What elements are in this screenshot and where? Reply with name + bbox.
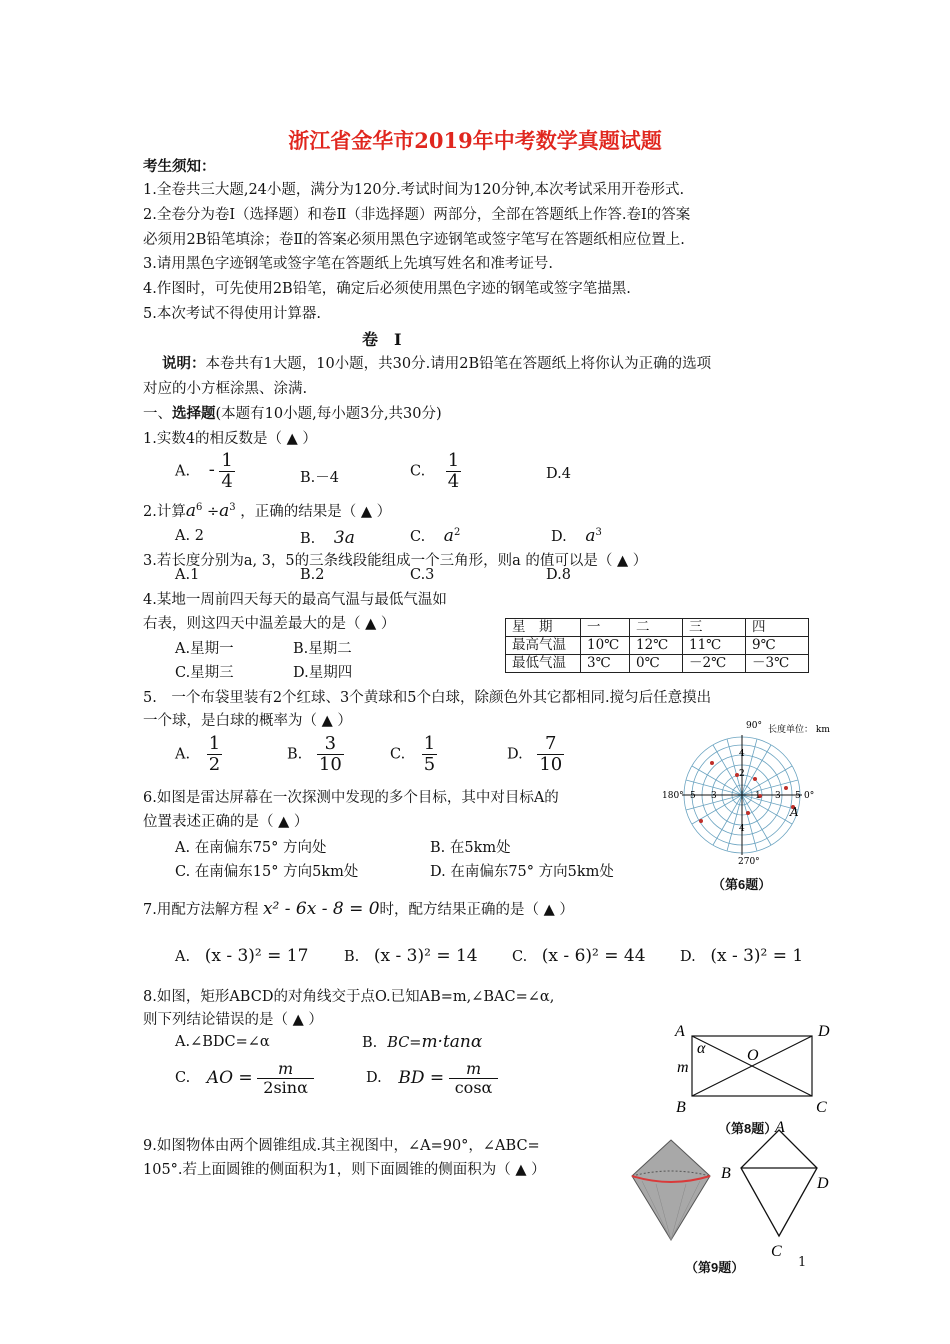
unit-label: 长度单位： km [768,725,830,735]
q4-stem-line1: 4.某地一周前四天每天的最高气温与最低气温如 [143,592,447,608]
q5-b-label: B. [287,746,303,763]
target-dot [753,777,757,781]
q2-stem [143,500,391,521]
q5-c-label: C. [390,746,406,763]
part-prefix: 一、 [143,406,172,422]
table-cell: 0℃ [630,655,683,673]
center-o: O [747,1047,759,1064]
q6-option-b: B. 在5km处 [430,840,511,856]
q4-option-b: B.星期二 [293,641,352,657]
page-title: 浙江省金华市2019年中考数学真题试题 [288,128,662,153]
q1-c-label: C. [410,463,426,480]
vertex-c: C [816,1099,827,1116]
q6-option-c: C. 在南偏东15° 方向5km处 [175,864,359,880]
q4-option-c: C.星期三 [175,665,234,681]
notice-item: 5.本次考试不得使用计算器. [143,306,321,322]
q7-equation: x² - 6x - 8 = 0 [262,899,380,919]
part-label: 选择题 [172,405,216,422]
q2-option-d [551,526,602,546]
notice-heading: 考生须知： [143,158,216,175]
table-cell: 最高气温 [506,637,581,655]
part-heading [143,402,442,423]
table-row [506,655,809,673]
q8-stem-line1: 8.如图，矩形ABCD的对角线交于点O.已知AB=m,∠BAC=∠α, [143,989,555,1005]
rectangle-figure [670,1018,840,1118]
vertex-b: B [721,1165,731,1182]
q9-stem-line1: 9.如图物体由两个圆锥组成.其主视图中，∠A=90°，∠ABC= [143,1138,540,1154]
section-title: 卷 Ⅰ [362,330,402,349]
section-note [162,352,711,373]
table-row [506,637,809,655]
q2-c-exp: 2 [453,527,461,539]
q2-exp1: 6 [195,502,203,514]
q5-stem-line1: 5. 一个布袋里装有2个红球、3个黄球和5个白球，除颜色外其它都相同.搅匀后任意摸出 [143,690,712,706]
table-cell: 星 期 [506,619,581,637]
q5-d-label: D. [507,746,523,763]
q6-stem-line1: 6.如图是雷达屏幕在一次探测中发现的多个目标，其中对目标A的 [143,790,559,806]
q3-option-a: A.1 [175,567,200,583]
q2-c-label: C. [410,529,426,545]
tick-label: 1 [755,791,761,801]
vertex-b: B [676,1099,686,1116]
note-text: 本卷共有1大题，10小题，共30分.请用2B铅笔在答题纸上将你认为正确的选项 [205,356,712,372]
table-cell: 3℃ [581,655,630,673]
table-cell: 四 [746,619,809,637]
q2-base: a [185,501,196,521]
q6-option-d: D. 在南偏东75° 方向5km处 [430,864,614,880]
notice-item: 4.作图时，可先使用2B铅笔，确定后必须使用黑色字迹的钢笔或签字笔描黑. [143,281,631,297]
q2-stem-post: ，正确的结果是（ ▲ ） [240,504,392,520]
q3-option-d: D.8 [546,567,571,583]
q2-c-base: a [443,526,454,546]
q1-option-d: D.4 [546,466,571,482]
notice-item: 必须用2B铅笔填涂；卷Ⅱ的答案必须用黑色字迹钢笔或签字笔写在答题纸相应位置上. [143,232,685,248]
table-cell: 11℃ [683,637,746,655]
q5-option-c [390,734,437,775]
q9-stem-line2: 105°.若上面圆锥的侧面积为1，则下面圆锥的侧面积为（ ▲ ） [143,1162,546,1178]
q5-option-b [287,734,344,775]
tick-label: 3 [775,791,781,801]
notice-item: 1.全卷共三大题,24小题，满分为120分.考试时间为120分钟,本次考试采用开卷形式. [143,182,685,198]
q1-stem: 1.实数4的相反数是（ ▲ ） [143,431,317,447]
q3-option-b: B.2 [300,567,325,583]
q2-stem-pre: 2.计算 [143,504,186,520]
q7-c-eq: (x - 6)² = 44 [541,946,646,966]
q1-option-c [410,451,461,492]
double-cone-solid [628,1136,714,1246]
q3-stem: 3.若长度分别为a, 3，5的三条线段能组成一个三角形，则a 的值可以是（ ▲ ） [143,553,648,569]
tick-label: 4 [739,824,745,834]
q8-option-c: C. AO = $\frac{m}{2\sin\alpha}$ [175,1060,314,1096]
q7-option-c: C. (x - 6)² = 44 [512,946,646,966]
side-m: m [677,1059,689,1076]
table-cell: 10℃ [581,637,630,655]
table-cell: 最低气温 [506,655,581,673]
temperature-table [505,618,809,673]
q7-b-eq: (x - 3)² = 14 [373,946,478,966]
deg180-label: 180° [662,791,684,801]
front-view-figure [715,1120,835,1260]
vertex-a: A [775,1120,785,1136]
angle-alpha: α [697,1040,706,1057]
q2-option-b [300,528,355,548]
q4-option-d: D.星期四 [293,665,353,681]
target-dot [784,786,788,790]
q2-d-label: D. [551,529,567,545]
q5-b-fraction: $\frac{3}{10}$ [318,733,342,775]
q7-stem [143,898,574,919]
q4-option-a: A.星期一 [175,641,234,657]
vertex-d: D [817,1175,829,1192]
q2-d-base: a [585,526,596,546]
table-cell: 二 [630,619,683,637]
table-cell: 三 [683,619,746,637]
tick-label: 5 [690,791,696,801]
note-label: 说明： [162,355,206,372]
q2-d-exp: 3 [595,527,602,539]
q5-c-fraction: $\frac{1}{5}$ [423,733,436,775]
q7-stem-pre: 7.用配方法解方程 [143,902,259,918]
q2-base2: a [219,501,230,521]
q1-option-b: B.－4 [300,470,339,486]
q8-c-fraction: $\frac{m}{2\sin\alpha}$ [257,1060,314,1096]
table-cell: 一 [581,619,630,637]
radar-figure [660,718,850,888]
fig8-caption: （第8题） [718,1121,778,1136]
fig6-caption: （第6题） [712,877,772,892]
q8-b-expr: m·tanα [421,1032,483,1052]
q8-stem-line2: 则下列结论错误的是（ ▲ ） [143,1012,323,1028]
q2-op: ÷ [206,504,220,520]
tick-label: 3 [711,791,717,801]
q2-b-label: B. [300,531,316,547]
page-number: 1 [798,1255,807,1270]
q3-option-c: C.3 [410,567,435,583]
vertex-d: D [818,1023,830,1040]
q4-stem-line2: 右表，则这四天中温差最大的是（ ▲ ） [143,616,396,632]
q2-exp2: 3 [229,502,236,514]
q1-a-fraction: $\frac{1}{4}$ [221,450,233,492]
q8-c-lhs: AO = [206,1068,253,1089]
q8-option-d: D. BD = $\frac{m}{\cos\alpha}$ [366,1060,498,1096]
table-cell: －3℃ [746,655,809,673]
q5-option-a [175,734,222,775]
section-note-cont: 对应的小方框涂黑、涂满. [143,381,308,397]
tick-label: 5 [795,791,801,801]
fig9-caption: （第9题） [685,1260,745,1275]
deg270-label: 270° [738,857,760,867]
table-cell: 12℃ [630,637,683,655]
q7-stem-post: 时，配方结果正确的是（ ▲ ） [379,902,574,918]
q7-a-eq: (x - 3)² = 17 [204,946,309,966]
vertex-a: A [675,1023,685,1040]
vertex-c: C [771,1243,782,1260]
target-dot [699,819,703,823]
table-row [506,619,809,637]
q1-option-a [175,451,235,492]
q2-b-value: 3a [333,528,355,548]
table-cell: 9℃ [746,637,809,655]
notice-item: 3.请用黑色字迹钢笔或签字笔在答题纸上先填写姓名和准考证号. [143,256,553,272]
q2-option-a: A. 2 [175,528,204,544]
q7-d-eq: (x - 3)² = 1 [710,946,804,966]
q1-a-sign: - [208,459,215,481]
deg0-label: 0° [804,791,815,801]
table-cell: －2℃ [683,655,746,673]
q6-option-a: A. 在南偏东75° 方向处 [175,840,327,856]
q7-option-d: D. (x - 3)² = 1 [680,946,804,966]
q5-a-label: A. [175,746,191,763]
notice-item: 2.全卷分为卷Ⅰ（选择题）和卷Ⅱ（非选择题）两部分，全部在答题纸上作答.卷Ⅰ的答案 [143,207,691,223]
q2-option-c [410,526,460,546]
q1-c-fraction: $\frac{1}{4}$ [447,450,460,492]
q7-option-a: A. (x - 3)² = 17 [175,946,309,966]
target-dot [746,811,750,815]
q1-a-label: A. [175,463,191,480]
q8-d-fraction: $\frac{m}{\cos\alpha}$ [449,1060,499,1096]
tick-label: 2 [739,769,745,779]
target-dot [710,761,714,765]
tick-label: 4 [739,749,745,759]
q5-a-fraction: $\frac{1}{2}$ [208,733,221,775]
q5-option-d [507,734,564,775]
q5-d-fraction: $\frac{7}{10}$ [539,733,563,775]
target-a-label: A [790,805,799,819]
q8-d-lhs: BD = [398,1068,445,1089]
q5-stem-line2: 一个球，是白球的概率为（ ▲ ） [143,713,352,729]
part-rest: (本题有10小题,每小题3分,共30分) [215,406,442,422]
q6-stem-line2: 位置表述正确的是（ ▲ ） [143,814,309,830]
q8-option-a: A.∠BDC=∠α [175,1034,270,1050]
q7-option-b: B. (x - 3)² = 14 [344,946,478,966]
q8-option-b: B. BC=m·tanα [362,1032,483,1052]
deg90-label: 90° [746,721,762,731]
